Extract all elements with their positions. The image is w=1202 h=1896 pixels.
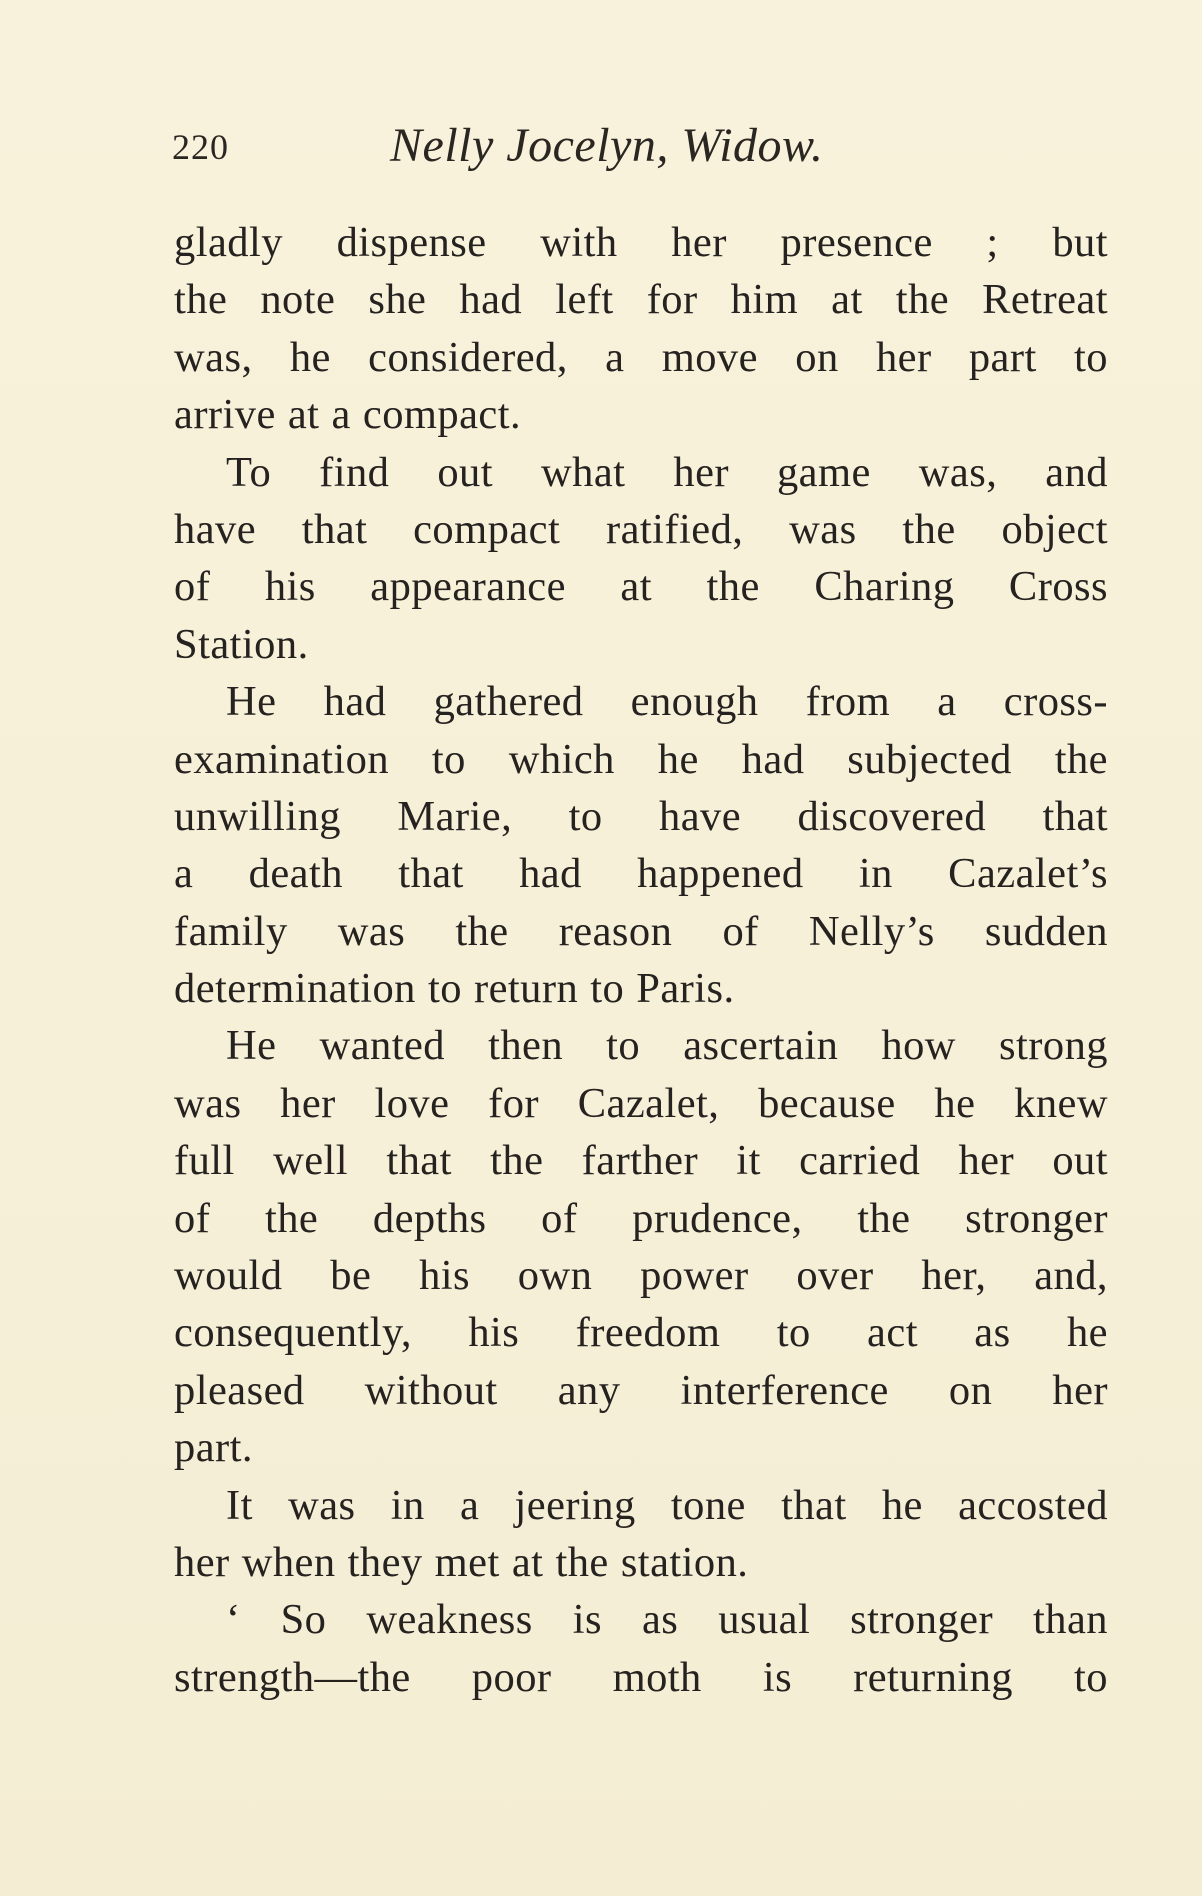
text-line: unwilling Marie, to have discovered that: [174, 792, 1108, 840]
text-line: determination to return to Paris.: [174, 965, 735, 1013]
text-line: He had gathered enough from a cross-: [226, 678, 1108, 726]
text-line: would be his own power over her, and,: [174, 1252, 1108, 1300]
text-line: part.: [174, 1424, 253, 1472]
running-title: Nelly Jocelyn, Widow.: [390, 119, 824, 172]
text-line: gladly dispense with her presence ; but: [174, 219, 1108, 266]
text-line: of the depths of prudence, the stronger: [174, 1194, 1108, 1242]
body-text: [174, 214, 1108, 1706]
page-header: [172, 118, 1012, 178]
text-line: examination to which he had subjected the: [174, 735, 1108, 783]
text-line: was her love for Cazalet, because he knew: [174, 1079, 1108, 1127]
text-line: strength—the poor moth is returning to: [174, 1653, 1108, 1701]
text-line: full well that the farther it carried her out: [174, 1137, 1108, 1185]
text-line: her when they met at the station.: [174, 1538, 749, 1586]
text-line: To find out what her game was, and: [226, 448, 1108, 496]
text-line: ‘ So weakness is as usual stronger than: [226, 1596, 1108, 1644]
text-line: was, he considered, a move on her part to: [174, 333, 1108, 381]
text-line: the note she had left for him at the Retreat: [174, 276, 1108, 324]
text-line: a death that had happened in Cazalet’s: [174, 850, 1108, 898]
text-line: He wanted then to ascertain how strong: [226, 1022, 1108, 1070]
text-line: of his appearance at the Charing Cross: [174, 563, 1108, 611]
text-line: consequently, his freedom to act as he: [174, 1309, 1108, 1357]
page-number: 220: [172, 127, 229, 167]
text-line: pleased without any interference on her: [174, 1366, 1108, 1414]
text-line: It was in a jeering tone that he accosted: [226, 1481, 1108, 1529]
text-line: have that compact ratified, was the object: [174, 505, 1108, 553]
text-line: Station.: [174, 620, 309, 668]
text-line: family was the reason of Nelly’s sudden: [174, 907, 1108, 955]
text-line: arrive at a compact.: [174, 391, 522, 439]
